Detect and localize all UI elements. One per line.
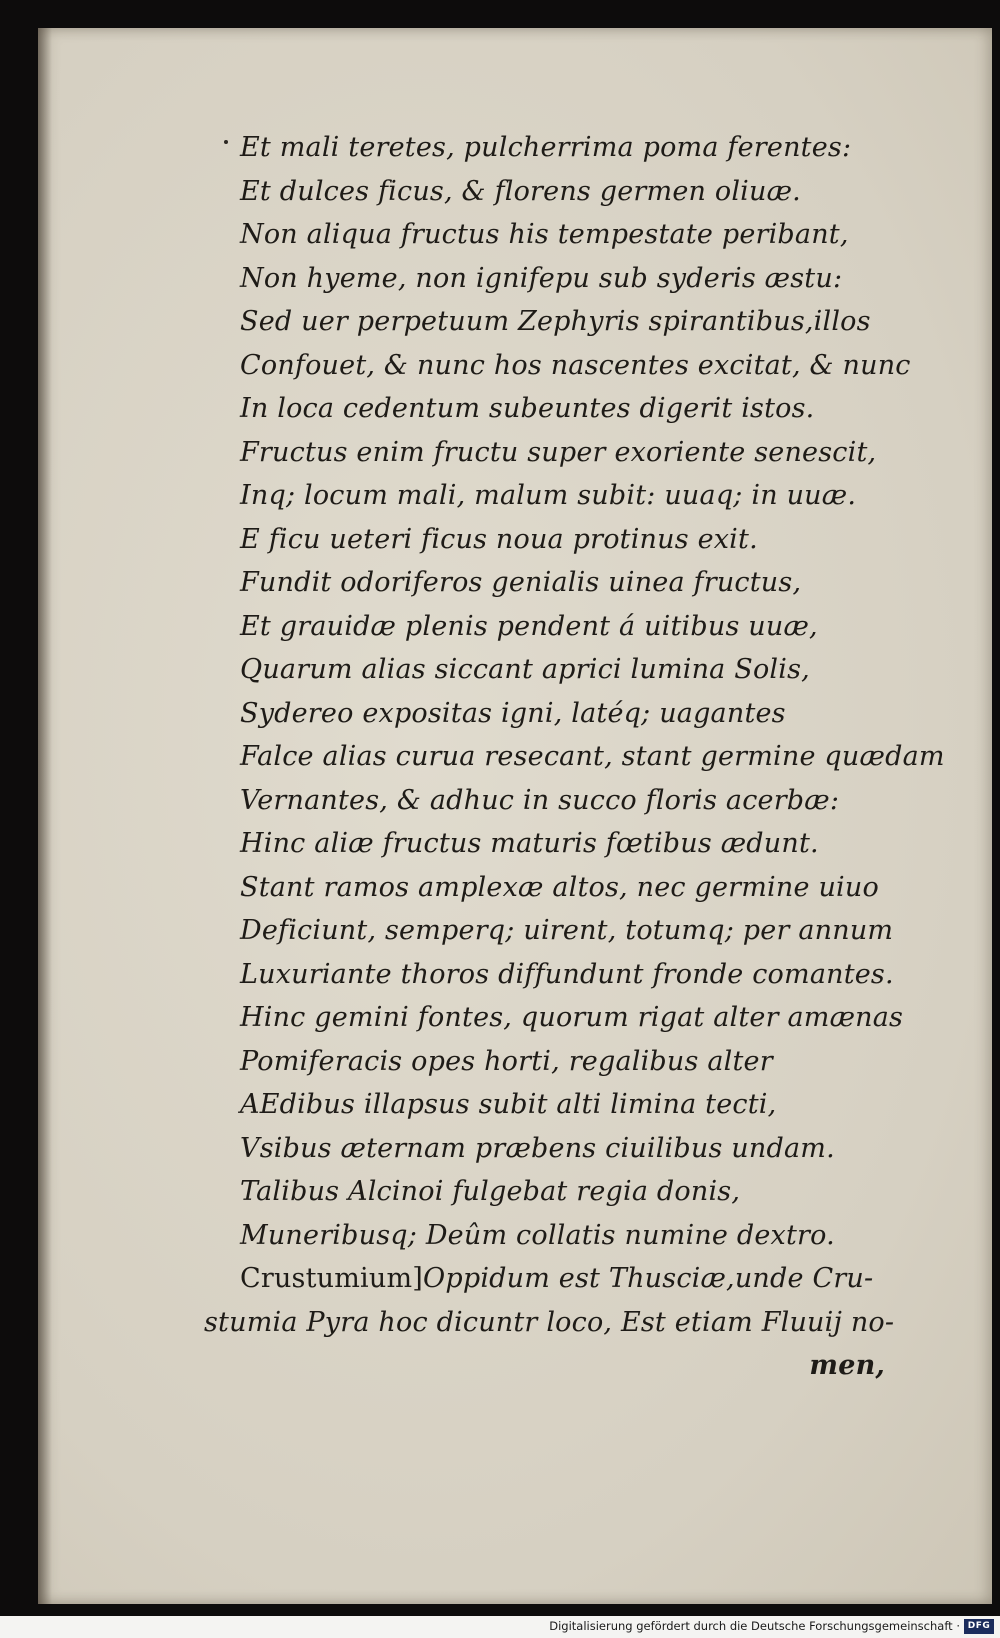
verse-line: Falce alias curua resecant, stant germine quædam	[240, 741, 945, 772]
verse-line: Quarum alias siccant aprici lumina Solis,	[240, 654, 810, 685]
verse-line: Non aliqua fructus his tempestate peribant,	[240, 219, 849, 250]
commentary-note	[240, 1257, 940, 1301]
verse-line: Sydereo expositas igni, latéq; uagantes	[240, 697, 786, 729]
verse-line: Vsibus æternam præbens ciuilibus undam.	[240, 1132, 835, 1164]
funding-credit: Digitalisierung gefördert durch die Deutsche Forschungsgemeinschaft ·	[549, 1619, 960, 1633]
commentary-note-line: stumia Pyra hoc dicuntr loco, Est etiam Fluuij no-	[204, 1306, 895, 1338]
verse-line: Fundit odoriferos genialis uinea fructus,	[240, 567, 802, 598]
verse-line: Talibus Alcinoi fulgebat regia donis,	[240, 1176, 741, 1207]
verse-line: Fructus enim fructu super exoriente senescit,	[240, 436, 877, 468]
verse-line: Et grauidæ plenis pendent á uitibus uuæ,	[240, 610, 818, 642]
catchword: men,	[809, 1350, 885, 1381]
verse-line: Et mali teretes, pulcherrima poma ferentes:	[240, 132, 852, 163]
verse-line: AEdibus illapsus subit alti limina tecti,	[240, 1089, 777, 1120]
dfg-logo: DFG	[964, 1619, 994, 1634]
verse-line: Hinc gemini fontes, quorum rigat alter amænas	[240, 1002, 904, 1033]
verse-line: Et dulces ficus, & florens germen oliuæ.	[240, 175, 801, 207]
verse-line: Stant ramos amplexæ altos, nec germine uiuo	[240, 871, 879, 903]
verse-line: Inq; locum mali, malum subit: uuaq; in uuæ.	[240, 480, 857, 511]
page-gutter-shadow	[38, 28, 52, 1604]
verse-line: Vernantes, & adhuc in succo floris acerbæ:	[240, 784, 840, 816]
verse-line: E ficu ueteri ficus noua protinus exit.	[240, 523, 758, 555]
margin-dot	[224, 140, 228, 144]
verse-line: Pomiferacis opes horti, regalibus alter	[240, 1045, 773, 1077]
note-text: Oppidum est Thusciæ,unde Cru-	[423, 1263, 874, 1294]
verse-line: Deficiunt, semperq; uirent, totumq; per annum	[240, 915, 894, 946]
note-lemma: Crustumium]	[240, 1263, 424, 1294]
verse-line: In loca cedentum subeuntes digerit istos.	[240, 393, 815, 424]
verse-line: Muneribusq; Deûm collatis numine dextro.	[240, 1219, 835, 1251]
verse-line: Sed uer perpetuum Zephyris spirantibus,illos	[240, 306, 871, 337]
verse-line: Luxuriante thoros diffundunt fronde comantes.	[240, 958, 894, 990]
poem-text-block	[204, 126, 945, 1388]
verse-line: Hinc aliæ fructus maturis fœtibus ædunt.	[240, 828, 819, 859]
verse-line: Non hyeme, non ignifери sub syderis æstu:	[240, 262, 843, 294]
verse-line: Confouet, & nunc hos nascentes excitat, & nunc	[240, 349, 911, 381]
